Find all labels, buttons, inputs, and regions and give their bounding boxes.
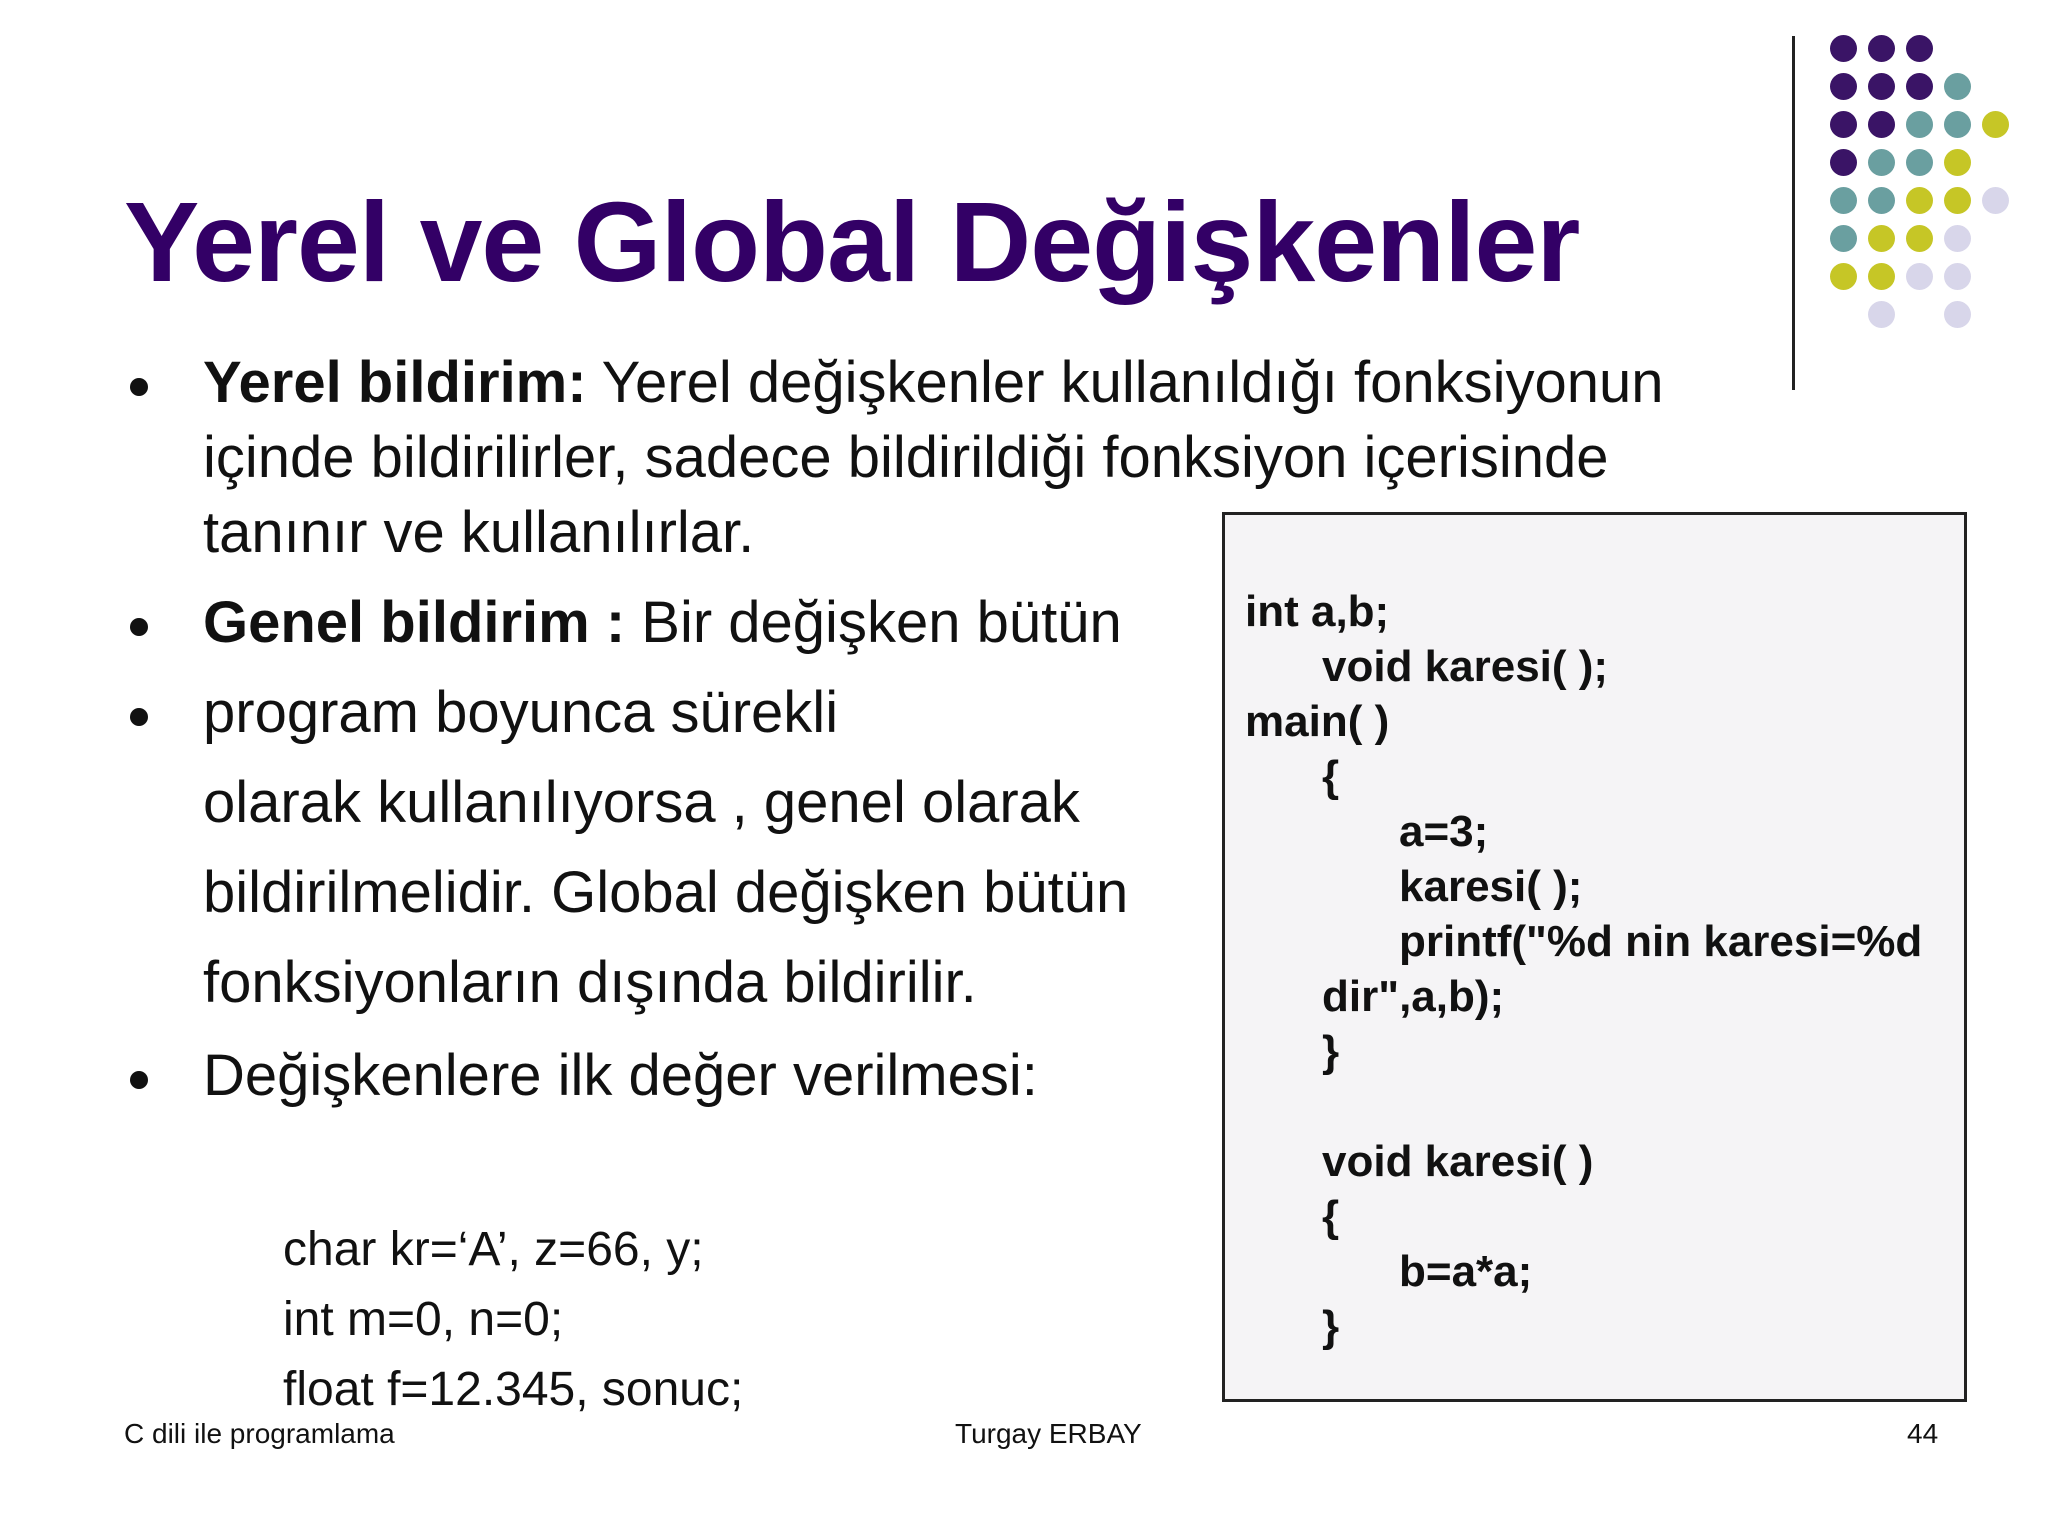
dot [1982,187,2009,214]
dot [1830,111,1857,138]
dot [1868,73,1895,100]
bullet-bold-label: Yerel bildirim: [203,350,587,415]
code-line: } [1322,1302,1340,1351]
dot [1982,111,2009,138]
dot [1906,111,1933,138]
footer-author: Turgay ERBAY [955,1418,1142,1449]
bullet-line: olarak kullanılıyorsa , genel olarak [203,770,1080,835]
dot [1868,225,1895,252]
dot [1906,35,1933,62]
code-example-box [1222,512,1967,1402]
bullet-line: Bir değişken bütün [625,590,1122,655]
bullet-line: fonksiyonların dışında bildirilir. [203,950,977,1015]
bullet-line: tanınır ve kullanılırlar. [203,500,755,565]
footer-course-title: C dili ile programlama [124,1418,395,1449]
code-line: char kr=‘A’, z=66, y; [283,1223,704,1276]
dot [1868,263,1895,290]
dot [1944,73,1971,100]
bullet-dot [130,1071,148,1089]
code-line: int a,b; [1245,587,1390,636]
dot [1944,301,1971,328]
code-line: a=3; [1399,807,1489,856]
dot [1944,111,1971,138]
code-line: main( ) [1245,697,1390,746]
initialization-code [283,1215,743,1425]
dot [1830,35,1857,62]
dot [1906,187,1933,214]
bullet-dot [130,378,148,396]
bullet-line: program boyunca sürekli [203,680,839,745]
code-line: } [1322,1027,1340,1076]
footer-page-number: 44 [1907,1418,1939,1449]
code-line: int m=0, n=0; [283,1293,564,1346]
dot [1944,149,1971,176]
code-line: float f=12.345, sonuc; [283,1363,744,1416]
bullet-bold-label: Genel bildirim : [203,590,626,655]
dot [1906,263,1933,290]
code-line: { [1322,752,1340,801]
dot [1830,263,1857,290]
code-line: b=a*a; [1399,1247,1533,1296]
dot [1830,73,1857,100]
dot [1906,73,1933,100]
bullet-line: bildirilmelidir. Global değişken bütün [203,860,1129,925]
slide-title: Yerel ve Global Değişkenler [124,179,1580,305]
dot [1906,149,1933,176]
dot [1868,187,1895,214]
code-line: void karesi( ) [1322,1137,1594,1186]
dot [1830,149,1857,176]
dot [1944,187,1971,214]
bullet-line: Değişkenlere ilk değer verilmesi: [203,1043,1038,1108]
dot [1868,301,1895,328]
dot [1944,263,1971,290]
bullet-dot [130,708,148,726]
code-line: { [1322,1192,1340,1241]
title-divider-line [1792,36,1795,390]
code-line: printf("%d nin karesi=%d [1399,917,1923,966]
bullet-line: Yerel değişkenler kullanıldığı fonksiyonun [586,350,1664,415]
dot [1906,225,1933,252]
bullet-text [203,345,1664,420]
bullet-text [203,585,1122,660]
code-line: dir",a,b); [1322,972,1505,1021]
dot [1944,225,1971,252]
code-line: karesi( ); [1399,862,1583,911]
dot [1830,187,1857,214]
bullet-line: içinde bildirilirler, sadece bildirildiği fonksiyon içerisinde [203,425,1609,490]
bullet-dot [130,618,148,636]
dot [1868,111,1895,138]
dot [1830,225,1857,252]
code-line: void karesi( ); [1322,642,1609,691]
dot [1868,149,1895,176]
dot [1868,35,1895,62]
